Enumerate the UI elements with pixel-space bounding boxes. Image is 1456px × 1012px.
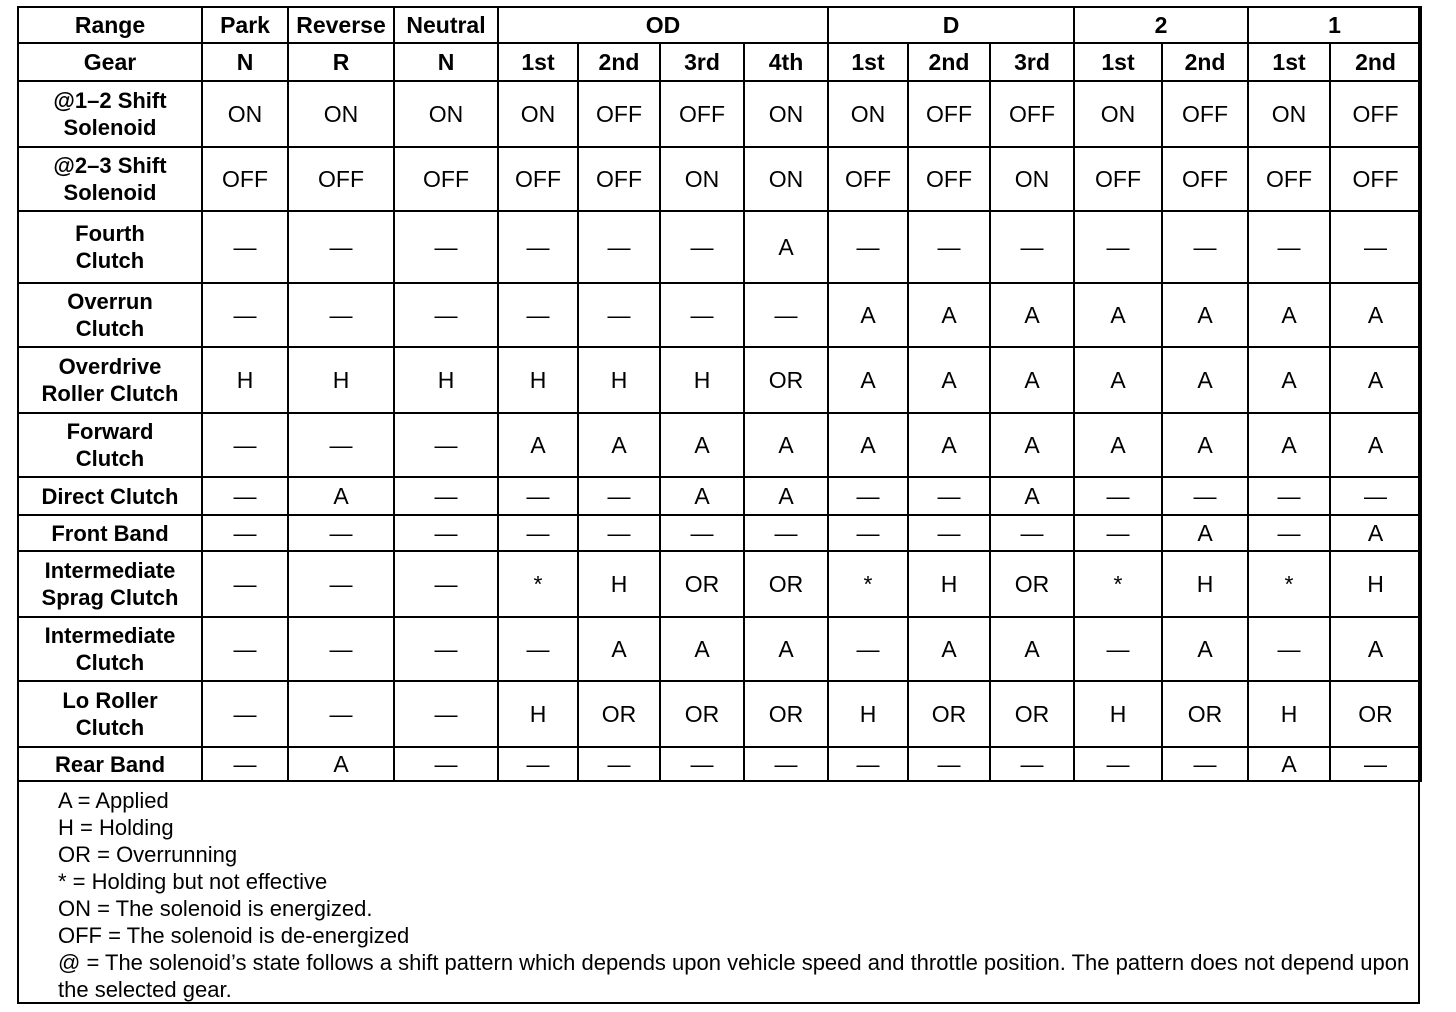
table-cell: OR [990,681,1074,747]
row-label-line: Forward [66,419,154,444]
table-cell: A [660,413,744,477]
table-cell: A [744,477,828,515]
table-cell: H [828,681,908,747]
table-cell: * [498,551,578,617]
table-cell: — [394,747,498,781]
table-cell: — [1330,211,1421,283]
table-cell: OR [744,347,828,413]
intermediate-clutch-row [18,617,1421,681]
gear-cell: 2nd [1330,43,1421,81]
table-cell: — [1162,211,1248,283]
table-cell: — [908,211,990,283]
row-label-line: Clutch [75,715,145,740]
table-cell: A [1074,413,1162,477]
table-cell: — [288,551,394,617]
range-d: D [828,7,1074,43]
table-cell: — [202,515,288,551]
table-cell: OR [908,681,990,747]
table-cell: OFF [288,147,394,211]
table-cell: — [990,211,1074,283]
table-cell: — [394,515,498,551]
row-label [18,477,202,515]
gear-cell: 2nd [1162,43,1248,81]
table-cell: ON [394,81,498,147]
table-cell: — [288,211,394,283]
table-cell: OR [990,551,1074,617]
table-cell: A [990,283,1074,347]
table-cell: ON [288,81,394,147]
front-band-row [18,515,1421,551]
table-cell: ON [744,147,828,211]
table-cell: — [828,477,908,515]
row-label [18,551,202,617]
table-cell: A [908,413,990,477]
table-cell: — [990,747,1074,781]
range-neutral: Neutral [394,7,498,43]
table-cell: A [1248,413,1330,477]
gear-cell: R [288,43,394,81]
table-cell: A [908,347,990,413]
direct-clutch-row [18,477,1421,515]
gear-cell: 1st [1248,43,1330,81]
row-label [18,413,202,477]
table-cell: A [1074,283,1162,347]
table-cell: — [1248,477,1330,515]
range-od: OD [498,7,828,43]
table-cell: OFF [1162,147,1248,211]
table-cell: OR [744,551,828,617]
table-cell: — [1074,515,1162,551]
gear-cell: N [202,43,288,81]
overdrive-roller-clutch-row [18,347,1421,413]
table-cell: OR [660,681,744,747]
table-cell: A [1074,347,1162,413]
table-cell: A [908,617,990,681]
row-label [18,283,202,347]
row-label-line: Clutch [75,248,145,273]
gear-cell: 2nd [578,43,660,81]
table-cell: H [578,347,660,413]
table-cell: A [828,413,908,477]
table-cell: H [288,347,394,413]
table-cell: — [1248,211,1330,283]
table-cell: — [1074,477,1162,515]
range-header-row [18,7,1421,43]
row-label-line: @2–3 Shift [53,153,167,178]
range-reverse: Reverse [288,7,394,43]
row-label [18,347,202,413]
table-cell: H [908,551,990,617]
table-cell: — [498,747,578,781]
row-label-line: Clutch [75,316,145,341]
table-cell: A [908,283,990,347]
table-cell: OR [660,551,744,617]
range-park: Park [202,7,288,43]
table-cell: — [1162,747,1248,781]
row-label-line: Intermediate [44,623,176,648]
table-cell: H [498,681,578,747]
table-cell: — [744,515,828,551]
table-cell: — [744,747,828,781]
legend-off: OFF = The solenoid is de-energized [58,923,410,948]
table-cell: A [744,617,828,681]
table-cell: — [908,515,990,551]
table-cell: A [288,747,394,781]
row-label [18,81,202,147]
table-cell: — [660,515,744,551]
row-label-line: Lo Roller [62,688,158,713]
table-cell: — [288,413,394,477]
table-cell: A [1162,617,1248,681]
gear-cell: 2nd [908,43,990,81]
range-1: 1 [1248,7,1421,43]
table-cell: — [744,283,828,347]
table-cell: A [744,211,828,283]
overrun-clutch-row [18,283,1421,347]
table-cell: — [660,283,744,347]
row-label-line: Rear Band [54,751,166,777]
table-cell: ON [990,147,1074,211]
table-cell: OFF [908,81,990,147]
table-cell: — [578,283,660,347]
table-cell: A [288,477,394,515]
table-cell: A [1248,283,1330,347]
table-cell: OR [578,681,660,747]
table-cell: — [202,413,288,477]
row-label-line: Overrun [67,289,153,314]
row-label [18,681,202,747]
table-cell: — [498,211,578,283]
shift-solenoid-1-2-row [18,81,1421,147]
table-cell: OR [1162,681,1248,747]
table-cell: — [202,283,288,347]
table-cell: OFF [202,147,288,211]
table-cell: A [1330,617,1421,681]
table-cell: — [1162,477,1248,515]
legend-not-effective: * = Holding but not effective [58,869,328,894]
range-label: Range [18,7,202,43]
table-cell: — [394,617,498,681]
table-cell: — [1248,617,1330,681]
table-cell: — [498,515,578,551]
table-cell: OFF [578,81,660,147]
row-label [18,617,202,681]
table-cell: — [908,747,990,781]
table-cell: — [498,617,578,681]
table-cell: H [1074,681,1162,747]
row-label-line: Overdrive [58,354,162,379]
table-cell: — [828,617,908,681]
table-cell: — [394,283,498,347]
table-cell: H [1248,681,1330,747]
table-cell: OFF [660,81,744,147]
gear-cell: 1st [1074,43,1162,81]
table-cell: — [990,515,1074,551]
table-cell: — [288,283,394,347]
table-cell: — [202,551,288,617]
table-cell: * [828,551,908,617]
table-cell: A [1330,347,1421,413]
table-cell: — [908,477,990,515]
table-cell: * [1074,551,1162,617]
table-cell: OFF [908,147,990,211]
table-cell: OFF [1330,147,1421,211]
table-cell: ON [660,147,744,211]
table-cell: — [394,211,498,283]
table-cell: H [1162,551,1248,617]
legend-overrunning: OR = Overrunning [58,842,238,867]
table-cell: — [394,477,498,515]
gear-cell: N [394,43,498,81]
table-cell: ON [498,81,578,147]
table-cell: — [202,211,288,283]
clutch-band-application-chart [17,6,1422,782]
table-cell: — [1074,211,1162,283]
gear-cell: 3rd [660,43,744,81]
table-cell: OFF [578,147,660,211]
row-label [18,747,202,781]
table-cell: A [1248,347,1330,413]
table-cell: — [1074,617,1162,681]
row-label-line: Clutch [75,446,145,471]
table-cell: — [578,477,660,515]
table-cell: — [578,211,660,283]
table-cell: A [1162,413,1248,477]
row-label-line: Solenoid [63,115,157,140]
table-cell: A [990,477,1074,515]
table-cell: A [578,617,660,681]
row-label-line: Sprag Clutch [41,585,179,610]
table-cell: A [1330,413,1421,477]
table-cell: A [578,413,660,477]
table-cell: OFF [1248,147,1330,211]
table-cell: — [660,747,744,781]
table-cell: A [1248,747,1330,781]
row-label-line: Solenoid [63,180,157,205]
table-cell: ON [1248,81,1330,147]
table-cell: — [828,211,908,283]
table-cell: A [660,477,744,515]
legend-holding: H = Holding [58,815,174,840]
shift-solenoid-2-3-row [18,147,1421,211]
table-cell: A [1162,283,1248,347]
table-cell: — [202,617,288,681]
table-cell: — [394,413,498,477]
table-cell: — [202,747,288,781]
table-cell: H [394,347,498,413]
row-label-line: Fourth [75,221,145,246]
table-cell: — [202,681,288,747]
table-cell: — [498,477,578,515]
table-cell: — [202,477,288,515]
table-cell: ON [1074,81,1162,147]
legend-on: ON = The solenoid is energized. [58,896,373,921]
table-cell: OFF [498,147,578,211]
gear-header-row [18,43,1421,81]
gear-cell: 1st [498,43,578,81]
table-cell: OFF [1330,81,1421,147]
table-cell: — [1330,747,1421,781]
row-label-line: Roller Clutch [41,381,179,406]
table-cell: H [498,347,578,413]
table-cell: ON [828,81,908,147]
gear-label: Gear [18,43,202,81]
table-cell: — [394,681,498,747]
table-cell: OFF [394,147,498,211]
table-cell: ON [202,81,288,147]
row-label [18,211,202,283]
table-cell: — [498,283,578,347]
lo-roller-clutch-row [18,681,1421,747]
table-cell: A [828,347,908,413]
table-cell: A [1330,515,1421,551]
table-cell: — [828,515,908,551]
gear-cell: 3rd [990,43,1074,81]
table-cell: — [578,515,660,551]
row-label [18,147,202,211]
row-label-line: @1–2 Shift [53,88,167,113]
table-cell: A [744,413,828,477]
table-cell: A [1162,515,1248,551]
table-cell: H [202,347,288,413]
forward-clutch-row [18,413,1421,477]
table-cell: OR [744,681,828,747]
table-cell: — [288,617,394,681]
row-label-line: Direct Clutch [41,483,179,509]
table-cell: A [660,617,744,681]
intermediate-sprag-clutch-row [18,551,1421,617]
table-cell: OR [1330,681,1421,747]
table-cell: — [288,515,394,551]
table-cell: H [660,347,744,413]
legend-applied: A = Applied [58,788,169,813]
row-label [18,515,202,551]
range-2: 2 [1074,7,1248,43]
fourth-clutch-row [18,211,1421,283]
table-cell: A [1162,347,1248,413]
table-cell: — [1074,747,1162,781]
table-cell: ON [744,81,828,147]
table-cell: A [990,617,1074,681]
row-label-line: Intermediate [44,558,176,583]
table-cell: H [1330,551,1421,617]
gear-cell: 1st [828,43,908,81]
table-cell: — [578,747,660,781]
row-label-line: Clutch [75,650,145,675]
gear-cell: 4th [744,43,828,81]
table-cell: — [1248,515,1330,551]
table-cell: A [990,413,1074,477]
legend [58,787,1413,1003]
table-cell: A [828,283,908,347]
row-label-line: Front Band [51,520,169,546]
table-cell: * [1248,551,1330,617]
table-cell: — [394,551,498,617]
table-cell: OFF [1074,147,1162,211]
table-cell: OFF [828,147,908,211]
table-cell: — [660,211,744,283]
table-cell: H [578,551,660,617]
table-cell: A [498,413,578,477]
table-cell: A [1330,283,1421,347]
table-cell: A [990,347,1074,413]
table-cell: OFF [990,81,1074,147]
table-cell: — [1330,477,1421,515]
table-cell: — [828,747,908,781]
legend-shift-pattern: @ = The solenoid’s state follows a shift pattern which depends upon vehicle speed and throttle position. The pattern does not depend upon the selected gear. [58,950,1410,1002]
rear-band-row [18,747,1421,781]
table-cell: OFF [1162,81,1248,147]
table-cell: — [288,681,394,747]
